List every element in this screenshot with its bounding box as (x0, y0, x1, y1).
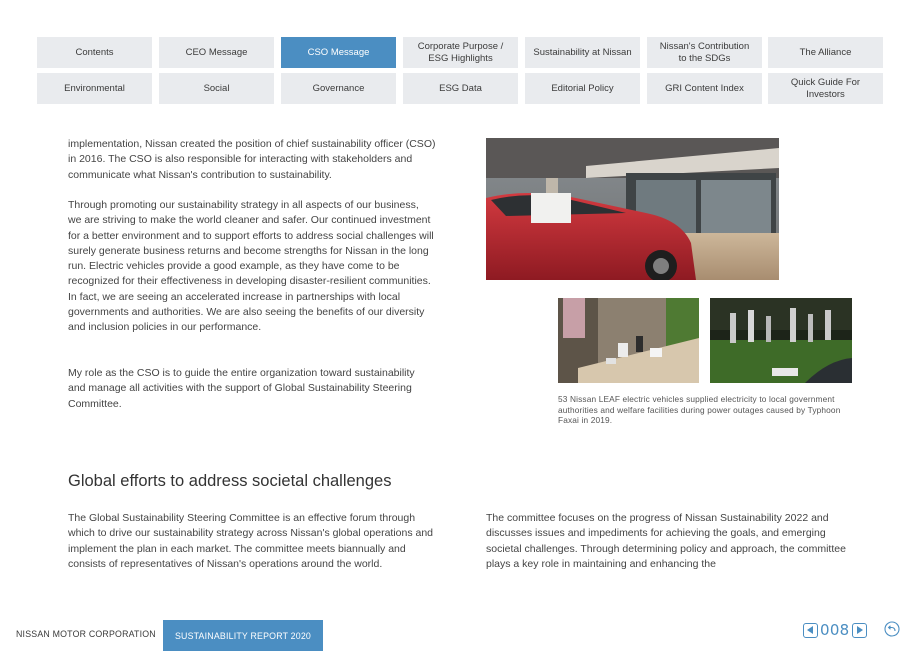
photo-night-gathering-image (710, 298, 852, 383)
nav-sdgs-contribution[interactable]: Nissan's Contribution to the SDGs (647, 37, 762, 68)
nav-contents[interactable]: Contents (37, 37, 152, 68)
page-number: 008 (820, 621, 850, 639)
nav-sustainability-at-nissan[interactable]: Sustainability at Nissan (525, 37, 640, 68)
next-page-button[interactable] (852, 623, 867, 638)
prev-page-button[interactable] (803, 623, 818, 638)
photo-leaf-charging-image (486, 138, 779, 280)
nav-gri-content-index[interactable]: GRI Content Index (647, 73, 762, 104)
nav-governance[interactable]: Governance (281, 73, 396, 104)
nav-environmental[interactable]: Environmental (37, 73, 152, 104)
body-paragraph-3: My role as the CSO is to guide the entire organization toward sustainability and manage all activities with the support of Global Sustainability Steering Committee. (68, 367, 415, 410)
footer-report-tab[interactable]: SUSTAINABILITY REPORT 2020 (163, 620, 323, 651)
section-heading: Global efforts to address societal challenges (68, 472, 392, 490)
nav-the-alliance[interactable]: The Alliance (768, 37, 883, 68)
triangle-left-icon (807, 626, 814, 634)
nav-esg-data[interactable]: ESG Data (403, 73, 518, 104)
photo-devices-charging-image (558, 298, 699, 383)
section-left-paragraph: The Global Sustainability Steering Committee is an effective forum through which to drive our sustainability strategy across Nissan's global operations and implement the plan in each market. The committee meets biannually and consists of representatives of Nissan's operations around the world. (68, 512, 434, 570)
return-arrow-icon (884, 621, 900, 637)
nav-quick-guide-investors[interactable]: Quick Guide For Investors (768, 73, 883, 104)
back-button[interactable] (884, 621, 900, 637)
photo-caption: 53 Nissan LEAF electric vehicles supplied electricity to local government authorities and welfare facilities during power outages caused by Typhoon Faxai in 2019. (558, 394, 841, 426)
triangle-right-icon (856, 626, 863, 634)
nav-corporate-purpose[interactable]: Corporate Purpose / ESG Highlights (403, 37, 518, 68)
section-right-paragraph: The committee focuses on the progress of Nissan Sustainability 2022 and discusses issues and impediments for achieving the goals, and emerging societal challenges. Through determining policy and approach, the committee plays a key role in maintaining and enhancing the (486, 512, 846, 570)
footer-corporation: NISSAN MOTOR CORPORATION (16, 629, 156, 639)
pager (803, 621, 867, 639)
photo-devices-charging (558, 298, 699, 383)
body-paragraph-1: implementation, Nissan created the position of chief sustainability officer (CSO) in 2016. The CSO is also responsible for interacting with stakeholders and communicate what Nissan's contribution to sustainability. (68, 138, 436, 181)
photo-night-gathering (710, 298, 852, 383)
nav-social[interactable]: Social (159, 73, 274, 104)
photo-leaf-charging (486, 138, 779, 280)
nav-editorial-policy[interactable]: Editorial Policy (525, 73, 640, 104)
nav-cso-message[interactable]: CSO Message (281, 37, 396, 68)
nav-ceo-message[interactable]: CEO Message (159, 37, 274, 68)
body-paragraph-2: Through promoting our sustainability strategy in all aspects of our business, we are striving to make the world cleaner and safer. Our continued investment for a better environment and to support efforts to address social challenges will surely generate business returns and become strengths for Nissan in the long run. Electric vehicles provide a good example, as they have come to be recognized for their effectiveness in developing disaster-resilient communities. In fact, we are seeing an accelerated increase in partnerships with local governments and authorities. We are also seeing the benefits of our diversity and inclusion policies in our performance. (68, 199, 434, 334)
